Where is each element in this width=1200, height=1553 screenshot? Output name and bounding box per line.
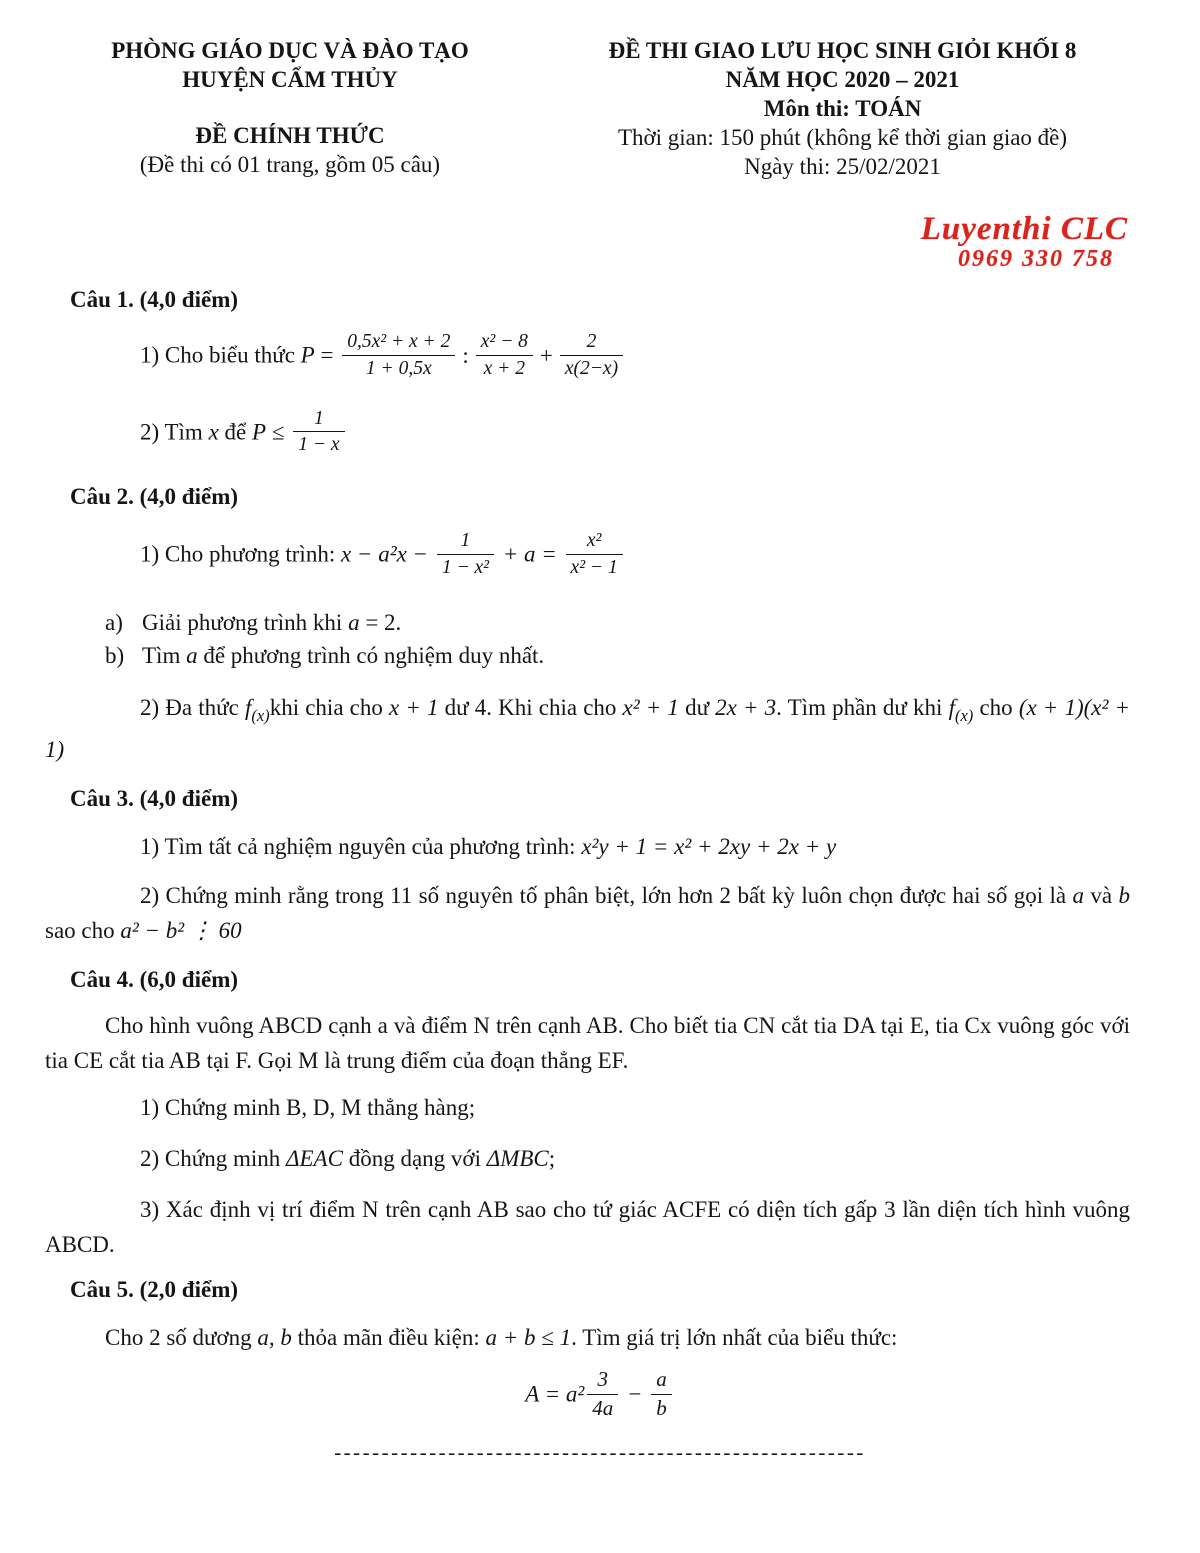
fraction-5-numerator: 1 <box>437 529 494 555</box>
subject-name: Môn thi: TOÁN <box>763 96 922 121</box>
fraction-2-numerator: x² − 8 <box>476 330 533 356</box>
fraction-8-numerator: a <box>651 1367 672 1395</box>
constraint-expression: a + b ≤ 1 <box>485 1325 572 1351</box>
fraction-8 <box>651 1367 672 1421</box>
school-year: NĂM HỌC 2020 – 2021 <box>725 67 960 92</box>
fraction-6-denominator: x² − 1 <box>570 556 618 578</box>
item-b-text-run: Tìm <box>142 642 187 668</box>
q2p2-t4: dư <box>678 694 716 720</box>
math-x2-plus-1: x² + 1 <box>622 694 679 720</box>
header-left-column <box>0 36 540 181</box>
q4p2-t3: ; <box>548 1146 556 1172</box>
math-x-plus-1: x + 1 <box>389 694 439 720</box>
fraction-4-numerator: 1 <box>293 407 344 433</box>
q2p2-t1: 2) Đa thức <box>140 694 245 720</box>
document-header <box>0 0 1200 181</box>
fraction-1 <box>342 330 455 381</box>
fraction-1-denominator: 1 + 0,5x <box>365 357 432 379</box>
item-a-text-end: = 2. <box>359 609 402 635</box>
fraction-1-numerator: 0,5x² + x + 2 <box>342 330 455 356</box>
logo-text: Luyenthi CLC <box>920 211 1128 247</box>
page-count-note: (Đề thi có 01 trang, gồm 05 câu) <box>139 152 441 177</box>
fraction-3-numerator: 2 <box>560 330 623 356</box>
q2p1-lead-text: 1) Cho phương trình: <box>140 541 341 567</box>
question-2-part-1 <box>140 525 1130 588</box>
fraction-7-numerator: 3 <box>587 1367 618 1395</box>
question-2-item-a <box>105 606 1130 639</box>
q3-equation: x²y + 1 = x² + 2xy + 2x + y <box>581 834 837 860</box>
fraction-6-numerator: x² <box>566 529 623 555</box>
q3p2-t3: sao cho <box>45 918 121 944</box>
variables-a-b: a, b <box>257 1325 292 1351</box>
question-5-title: Câu 5. (2,0 điểm) <box>70 1277 239 1303</box>
question-5-intro <box>45 1320 1130 1355</box>
question-3-title: Câu 3. (4,0 điểm) <box>70 786 239 812</box>
equals-sign: = <box>314 342 340 368</box>
variable-a: a <box>1072 883 1085 909</box>
question-1-title: Câu 1. (4,0 điểm) <box>70 287 239 312</box>
q3p1-lead-text: 1) Tìm tất cả nghiệm nguyên của phương trình: <box>140 834 582 860</box>
math-2x-plus-3: 2x + 3 <box>715 694 777 720</box>
question-4-title: Câu 4. (6,0 điểm) <box>70 967 239 993</box>
item-a-label: a) <box>105 609 123 635</box>
fraction-3-denominator: x(2−x) <box>564 357 619 379</box>
q2p2-t5: . Tìm phần dư khi <box>776 694 949 720</box>
variable-x: x <box>208 419 219 445</box>
exam-title: ĐỀ THI GIAO LƯU HỌC SINH GIỎI KHỐI 8 <box>608 38 1077 63</box>
fraction-5-denominator: 1 − x² <box>441 556 489 578</box>
item-a-text-run: Giải phương trình khi <box>142 609 349 635</box>
function-f: f <box>948 694 955 720</box>
equation-left-terms: x − a²x − <box>340 541 434 567</box>
item-b-text-end: để phương trình có nghiệm duy nhất. <box>197 642 545 668</box>
fraction-3 <box>560 330 623 381</box>
item-b-text <box>142 639 544 672</box>
q1p1-lead-text: 1) Cho biểu thức <box>140 342 301 368</box>
variable-a: a <box>348 609 360 635</box>
q4p2-t1: 2) Chứng minh <box>140 1146 286 1172</box>
question-2-item-b <box>105 639 1130 672</box>
question-3-part-2 <box>45 878 1130 948</box>
math-product: (x + 1)(x² + 1) <box>45 694 1131 763</box>
q5-t1: Cho 2 số dương <box>105 1325 258 1351</box>
question-2-title: Câu 2. (4,0 điểm) <box>70 484 239 510</box>
end-of-paper-separator: -------------------------------------------------------- <box>334 1440 866 1464</box>
variable-b: b <box>1118 883 1130 909</box>
issuing-org: PHÒNG GIÁO DỤC VÀ ĐÀO TẠO <box>111 38 469 63</box>
variable-P: P <box>252 419 267 445</box>
q3p2-t2: và <box>1084 883 1119 909</box>
fraction-8-denominator: b <box>656 1396 667 1421</box>
logo-stamp <box>921 212 1128 272</box>
item-b-label: b) <box>105 642 125 668</box>
divisibility-expression: a² − b² ⋮ 60 <box>120 918 242 944</box>
fraction-6 <box>566 529 623 580</box>
less-equal-sign: ≤ <box>266 419 291 445</box>
triangle-EAC: ΔEAC <box>286 1146 343 1172</box>
triangle-MBC: ΔMBC <box>486 1146 549 1172</box>
question-4-part-3: 3) Xác định vị trí điểm N trên cạnh AB sao cho tứ giác ACFE có diện tích gấp 3 lần diện tích hình vuông ABCD. <box>45 1197 1130 1258</box>
district-name: HUYỆN CẨM THỦY <box>182 67 398 92</box>
q3p2-t1: 2) Chứng minh rằng trong 11 số nguyên tố phân biệt, lớn hơn 2 bất kỳ luôn chọn được hai số gọi là <box>140 883 1073 909</box>
fraction-2 <box>476 330 533 381</box>
fraction-4 <box>293 407 344 458</box>
item-a-text <box>142 606 401 639</box>
exam-date: Ngày thi: 25/02/2021 <box>744 154 941 179</box>
formula-lhs: A = a² <box>525 1381 585 1407</box>
header-right-column <box>540 36 1200 181</box>
exam-duration: Thời gian: 150 phút (không kể thời gian giao đề) <box>617 125 1068 150</box>
subscript-x: (x) <box>251 705 270 725</box>
variable-P: P <box>300 342 315 368</box>
q4p2-t2: đồng dạng với <box>342 1146 487 1172</box>
question-4-part-2 <box>45 1141 1130 1176</box>
fraction-4-denominator: 1 − x <box>298 434 340 456</box>
variable-a: a <box>186 642 198 668</box>
q1p2-mid-text: để <box>218 419 253 445</box>
exam-body <box>45 284 1130 1424</box>
q2p2-t6: cho <box>973 694 1019 720</box>
fraction-7 <box>587 1367 618 1421</box>
fraction-5 <box>437 529 494 580</box>
logo-phone-number: 0969 330 758 <box>958 245 1114 272</box>
question-5-formula <box>45 1369 1130 1423</box>
q2p2-t3: dư 4. Khi chia cho <box>438 694 623 720</box>
subscript-x: (x) <box>954 705 974 725</box>
fraction-7-denominator: 4a <box>592 1396 614 1421</box>
question-1-part-1 <box>140 326 1130 389</box>
minus-operator: − <box>621 1381 649 1407</box>
q5-t3: . Tìm giá trị lớn nhất của biểu thức: <box>571 1325 898 1351</box>
fraction-2-denominator: x + 2 <box>483 357 525 379</box>
question-3-part-1 <box>45 829 1130 864</box>
q5-t2: thỏa mãn điều kiện: <box>291 1325 486 1351</box>
function-f: f <box>244 694 252 720</box>
question-1-part-2 <box>140 403 1130 466</box>
question-2-part-2 <box>45 690 1130 768</box>
question-4-intro: Cho hình vuông ABCD cạnh a và điểm N trên cạnh AB. Cho biết tia CN cắt tia DA tại E, tia Cx vuông góc với tia CE cắt tia AB tại F. Gọi M là trung điểm của đoạn thẳng EF. <box>45 1013 1130 1074</box>
plus-operator: + <box>539 342 553 368</box>
division-colon-operator: : <box>462 342 469 368</box>
question-4-part-1: 1) Chứng minh B, D, M thẳng hàng; <box>140 1095 476 1121</box>
official-exam-label: ĐỀ CHÍNH THỨC <box>195 123 385 148</box>
q2p2-t2: khi chia cho <box>269 694 390 720</box>
equation-mid-terms: + a = <box>497 541 563 567</box>
q1p2-lead-text: 2) Tìm <box>140 419 209 445</box>
